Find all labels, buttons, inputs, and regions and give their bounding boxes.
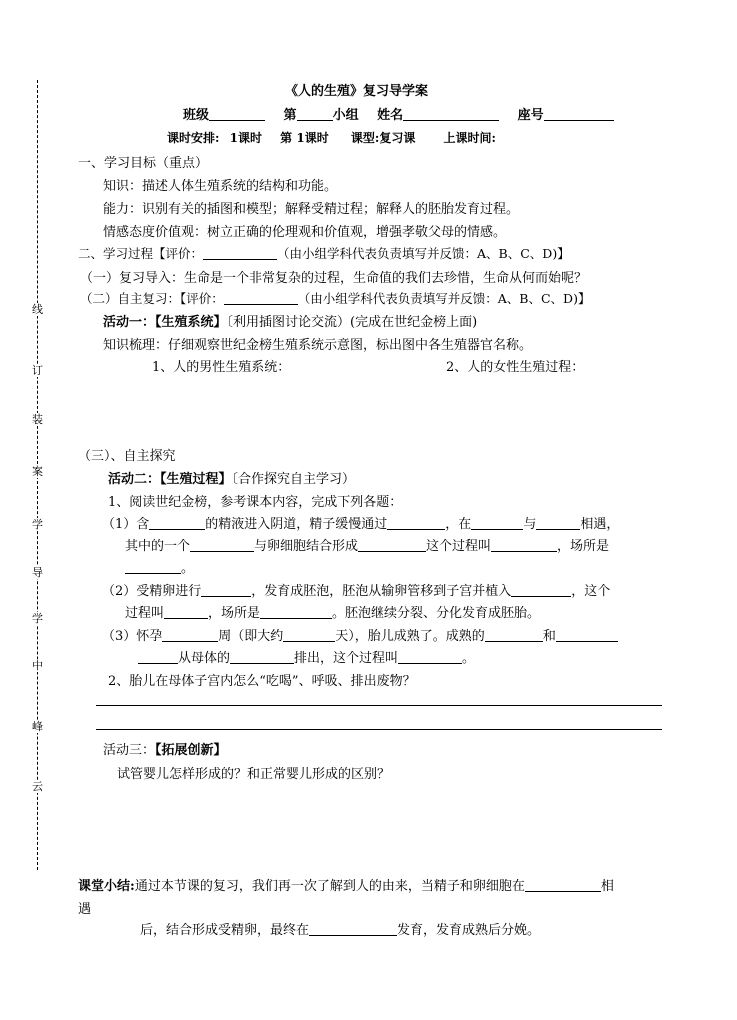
binding-char-1: 线 [32,303,43,316]
s1-heading: 一、学习目标（重点） [78,156,209,171]
summary-line-1 [78,875,614,894]
seat-label: 座号 [517,108,544,123]
activity-2-label: 活动二：【生殖过程】 [108,472,232,487]
q3c: 天），胎儿成熟了。成熟的 [335,629,485,644]
s2-heading-pre: 二、学习过程【评价： [78,246,204,261]
name-blank[interactable] [403,107,499,121]
q2d: 过程叫 [125,606,165,621]
seat-blank[interactable] [544,107,614,121]
knowledge-sort: 知识梳理：仔细观察世纪金榜生殖系统示意图，标出图中各生殖器官名称。 [103,338,533,353]
answer-line-1[interactable] [96,705,662,706]
s3-heading: （三）、自主探究 [78,449,176,464]
q1-blank-6[interactable] [358,538,426,552]
activity-3-pre: 活动三： [103,743,156,758]
self-review [80,289,590,307]
q1-blank-4[interactable] [536,516,580,530]
q1-blank-8[interactable] [125,560,181,574]
s1-knowledge: 知识：描述人体生殖系统的结构和功能。 [103,179,338,194]
activity-2 [108,468,355,487]
q3d: 和 [542,629,556,644]
type-value: 复习课 [379,131,416,145]
summary-text-1-end: 相 [600,879,614,894]
group-blank[interactable] [297,107,333,121]
s1-emotion: 情感态度价值观：树立正确的伦理观和价值观，增强孝敬父母的情感。 [103,225,507,240]
s2-heading [78,244,570,262]
q3-blank-3[interactable] [485,628,543,642]
q1-blank-3[interactable] [471,516,523,530]
q1-blank-5[interactable] [190,538,254,552]
self-eval-blank[interactable] [224,291,298,305]
q2b: ，发育成胚泡，胚泡从输卵管移到子宫并植入 [251,584,512,599]
q2a: （2）受精卵进行 [102,584,202,599]
q3f: 排出，这个过程叫 [294,651,399,666]
binding-char-9: 峰 [32,720,43,733]
q3g: 。 [462,651,476,666]
q3-blank-2[interactable] [283,628,335,642]
activity-3-label: 【拓展创新】 [155,743,227,758]
self-review-post: （由小组学科代表负责填写并反馈：A、B、C、D)】 [297,291,591,306]
activity-3-question: 试管婴儿怎样形成的？和正常婴儿形成的区别？ [117,767,391,782]
q2-blank-3[interactable] [164,605,208,619]
q2-blank-1[interactable] [201,583,251,597]
q1f: 其中的一个 [125,539,191,554]
review-intro: （一）复习导入：生命是一个非常复杂的过程，生命值的我们去珍惜，生命从何而始呢？ [80,271,588,286]
period-label: 第 1课时 [280,131,329,145]
q1-blank-7[interactable] [491,538,557,552]
summary-blank-2[interactable] [309,922,397,936]
q3-blank-4[interactable] [556,628,618,642]
q1g: 与卵细胞结合形成 [254,539,359,554]
q3b: 周（即大约 [218,629,284,644]
q1-line-3 [125,557,194,576]
q3-blank-7[interactable] [398,650,462,664]
summary-text-3b: 发育，发育成熟后分娩。 [397,923,541,938]
group-post: 小组 [332,108,359,123]
q1-line-1 [102,513,619,532]
q3-blank-5[interactable] [138,650,178,664]
class-blank[interactable] [209,107,265,121]
activity-1-label: 活动一：【生殖系统】 [103,315,227,330]
binding-char-2: 订 [32,364,43,377]
q3-line-2 [138,647,475,666]
q1-blank-1[interactable] [149,516,205,530]
q1b: 的精液进入阴道，精子缓慢通过 [205,517,388,532]
answer-line-2[interactable] [96,729,662,730]
binding-char-8: 中 [32,659,43,672]
self-review-pre: （二）自主复习：【评价： [80,291,224,306]
q3-line-1 [102,625,618,644]
q3e: 从母体的 [178,651,231,666]
summary-blank-1[interactable] [525,878,601,892]
q2-line-2 [125,602,540,621]
q1-blank-2[interactable] [387,516,445,530]
group-pre: 第 [283,108,297,123]
q2-line-1 [102,580,610,599]
activity-1 [103,311,477,330]
activity-3 [103,739,227,758]
q3-blank-1[interactable] [162,628,218,642]
activity-1-text: 〔利用插图讨论交流）(完成在世纪金榜上面) [226,315,478,330]
female-system: 2、人的女性生殖过程： [446,360,585,375]
q3-blank-6[interactable] [230,650,294,664]
q1a: （1）含 [102,517,150,532]
q2f: 。胚泡继续分裂、分化发育成胚胎。 [332,606,541,621]
summary-text-3a: 后，结合形成受精卵，最终在 [140,923,310,938]
s2-heading-post: （由小组学科代表负责填写并反馈：A、B、C、D)】 [277,246,570,261]
s1-ability: 能力：识别有关的插图和模型；解释受精过程；解释人的胚胎发育过程。 [103,202,520,217]
q4: 2、胎儿在母体子宫内怎么“吃喝”、呼吸、排出废物？ [108,674,416,689]
instruction: 1、阅读世纪金榜，参考课本内容，完成下列各题： [108,495,403,510]
q1e: 相遇， [580,517,620,532]
summary-line-2: 遇 [78,902,92,917]
q2e: ，场所是 [208,606,261,621]
male-system: 1、人的男性生殖系统： [152,360,291,375]
schedule-value: 1课时 [229,131,262,145]
header-row-2 [167,129,496,146]
q2-blank-4[interactable] [260,605,332,619]
page-title: 《人的生殖》复习导学案 [285,84,429,99]
q1c: ，在 [445,517,472,532]
summary-label: 课堂小结: [78,879,135,894]
q2-blank-2[interactable] [511,583,571,597]
schedule-label: 课时安排: [167,131,220,145]
activity-2-text: 〔合作探究自主学习） [231,472,356,487]
q1d: 与 [523,517,537,532]
class-label: 班级 [183,108,210,123]
name-label: 姓名 [377,108,404,123]
q1j: 。 [181,561,195,576]
q1h: 这个过程叫 [426,539,492,554]
q1i: ，场所是 [557,539,610,554]
q1-line-2 [125,535,609,554]
header-row-1 [183,104,614,123]
binding-char-4: 案 [32,465,43,478]
type-label: 课型: [350,131,380,145]
binding-char-3: 装 [32,413,43,426]
binding-char-6: 导 [32,566,43,579]
binding-char-7: 学 [32,612,43,625]
q3a: （3）怀孕 [102,629,163,644]
summary-line-3 [140,919,540,938]
summary-text-1: 通过本节课的复习，我们再一次了解到人的由来，当精子和卵细胞在 [134,879,525,894]
binding-char-10: 云 [32,780,43,793]
binding-char-5: 学 [32,518,43,531]
q2c: ，这个 [571,584,611,599]
s2-eval-blank[interactable] [203,246,277,260]
time-label: 上课时间: [443,131,496,145]
